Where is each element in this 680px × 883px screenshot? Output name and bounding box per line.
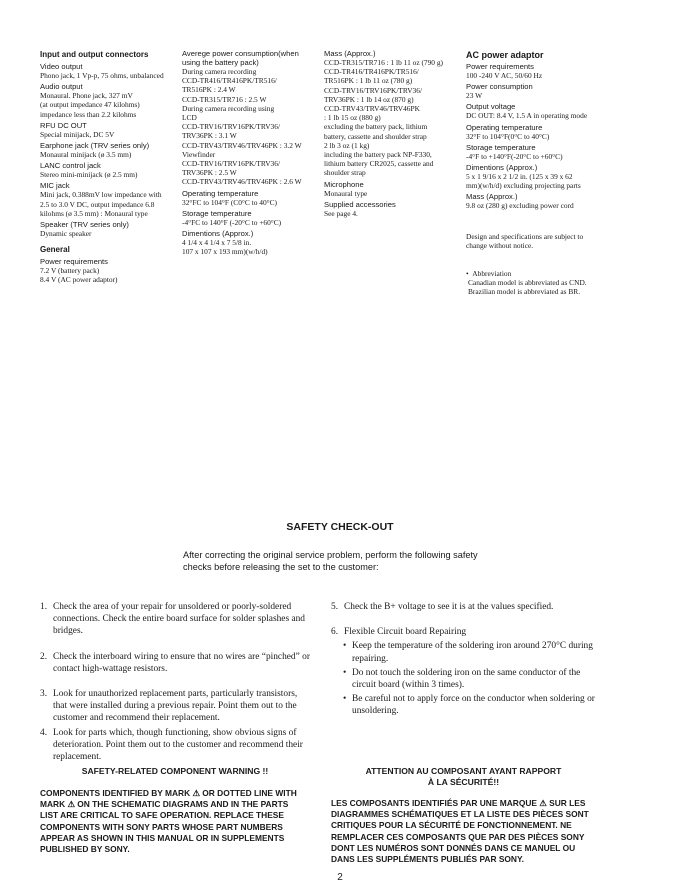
spec-value: -4°FC to 140°F (-20°C to +60°C) [182,217,282,227]
item-text: Look for unauthorized replacement parts, particularly transistors, that were installed during a previous repair. Point them out to the customer and recommend their replacement. [53,689,298,724]
safety-sub-item [331,693,596,717]
spec-value: Phono jack, 1 Vp-p, 75 ohms, unbalanced [40,71,164,80]
safety-item [331,626,596,638]
spec-value: 5 x 1 9/16 x 2 1/2 in. (125 x 39 x 62 mm)(w/h/d) excluding projecting parts [466,172,581,191]
safety-item [40,688,310,725]
safety-sub-item [331,640,596,664]
spec-value: 32°F to 104°F(0°C to 40°C) [466,131,550,141]
safety-list-left [40,601,310,763]
item-text: Check the area of your repair for unsoldered or poorly-soldered connections. Check the entire board surface for solder splashes and bridges. [53,602,305,637]
warning-title-fr: ATTENTION AU COMPOSANT AYANT RAPPORT À LA SÉCURITÉ!! [365,766,562,787]
spec-heading: Averege power consumption(when using the battery pack) [182,49,299,67]
abbreviation-lines: Canadian model is abbreviated as CND. Brazilian model is abbreviated as BR. [468,278,587,297]
item-number: 1. [40,602,48,612]
item-number: 3. [40,689,48,700]
safety-title: SAFETY CHECK-OUT [286,521,394,533]
spec-value: 4 1/4 x 4 1/4 x 7 5/8 in. 107 x 107 x 193 mm)(w/h/d) [182,238,268,257]
spec-column-4 [466,50,626,211]
bullet: • [466,269,473,278]
item-number: 6. [331,627,339,638]
spec-heading: Mass (Approx.) [466,192,518,202]
spec-heading: Operating temperature [182,188,259,198]
page-number: 2 [337,872,343,883]
item-text: Check the interboard wiring to ensure that no wires are “pinched” or contact high-wattage resistors. [53,651,310,674]
safety-list-right [331,601,596,718]
spec-value: 23 W [466,91,483,101]
spec-heading: AC power adaptor [466,50,544,60]
spec-heading: Operating temperature [466,122,543,132]
safety-intro: After correcting the original service problem, perform the following safety checks before releasing the set to the customer: [183,550,478,572]
spec-heading: General [40,245,70,255]
spec-value: 9.8 oz (280 g) excluding power cord [466,201,574,211]
spec-heading: LANC control jack [40,161,101,171]
safety-item [40,651,310,675]
bullet: • [343,694,347,705]
warning-body-en: COMPONENTS IDENTIFIED BY MARK ⚠ OR DOTTED LINE WITH MARK ⚠ ON THE SCHEMATIC DIAGRAMS AND IN THE PARTS LIST ARE CRITICAL TO SAFE OPERATION. REPLACE THESE COMPONENTS WITH SONY PARTS WHOSE PART NUMBERS APPEAR AS SHOWN IN THIS MANUAL OR IN SUPPLEMENTS PUBLISHED BY SONY. [40,788,297,855]
sub-item-text: Be careful not to apply force on the conductor when soldering or unsoldering. [352,694,595,717]
safety-item [331,601,596,613]
item-number: 2. [40,651,48,662]
safety-sub-item [331,667,596,691]
spec-value: DC OUT: 8.4 V, 1.5 A in operating mode [466,111,588,121]
safety-item [40,727,310,764]
spec-value: CCD-TR315/TR716 : 1 lb 11 oz (790 g) CCD-TR416/TR416PK/TR516/ TR516PK : 1 lb 11 oz (780 g) CCD-TRV16/TRV16PK/TRV36/ TRV36PK : 1 lb 14 oz (870 g) CCD-TRV43/TRV46/TRV46PK : 1 lb 15 oz (880 g) excluding the battery pack, lithium battery, cassette and shoulder strap 2 lb 3 oz (1 kg) including the battery pack NP-F330, lithium battery CR2025, cassette and shoulder strap [324,58,443,178]
spec-value: Monaural minijack (ø 3.5 mm) [40,150,132,160]
spec-value: -4°F to +140°F(-20°C to +60°C) [466,151,563,161]
spec-column-3 [324,47,464,218]
spec-value: Special minijack, DC 5V [40,129,115,139]
bullet: • [343,641,347,652]
spec-value: Mini jack, 0.388mV low impedance with 2.5 to 3.0 V DC, output impedance 6.8 kilohms (ø 3.5 mm) : Monaural type [40,190,162,218]
spec-heading: MIC jack [40,181,70,191]
spec-value: 7.2 V (battery pack) 8.4 V (AC power adaptor) [40,266,118,285]
spec-heading: Storage temperature [466,142,536,152]
spec-value: Monaural type [324,188,368,198]
spec-heading: Mass (Approx.) [324,49,376,58]
spec-value: 32°FC to 104°F (C0°C to 40°C) [182,197,277,207]
spec-heading: Storage temperature [182,208,252,218]
spec-heading: Power requirements [40,257,108,267]
spec-heading: Output voltage [466,102,516,112]
spec-heading: RFU DC OUT [40,120,87,130]
spec-value: During camera recording CCD-TR416/TR416PK/TR516/ TR516PK : 2.4 W CCD-TR315/TR716 : 2.5 W During camera recording using LCD CCD-TRV16/TRV16PK/TRV36/ TRV36PK : 3.1 W CCD-TRV43/TRV46/TRV46PK : 3.2 W Viewfinder CCD-TRV16/TRV16PK/TRV36/ TRV36PK : 2.5 W CCD-TRV43/TRV46/TRV46PK : 2.6 W [182,67,302,187]
spec-value: Dynamic speaker [40,229,92,239]
item-text: Check the B+ voltage to see it is at the values specified. [344,602,554,612]
abbreviation-title: Abbreviation [472,269,512,278]
spec-heading: Power requirements [466,62,534,71]
spec-heading: Dimentions (Approx.) [182,229,254,239]
abbreviation-note [466,269,646,297]
spec-value: Monaural. Phone jack, 327 mV (at output impedance 47 kilohms) impedance less than 2.2 kilohms [40,91,140,119]
sub-item-text: Keep the temperature of the soldering iron around 270°C during repairing. [352,641,593,664]
spec-heading: Supplied accessories [324,199,396,209]
spec-heading: Earphone jack (TRV series only) [40,141,150,151]
item-text: Flexible Circuit board Repairing [344,627,467,638]
sub-item-text: Do not touch the soldering iron on the same conductor of the circuit board (within 3 times). [352,667,581,691]
spec-heading: Dimentions (Approx.) [466,163,538,173]
spec-value: Stereo mini-minijack (ø 2.5 mm) [40,170,138,180]
spec-column-1 [40,50,180,285]
item-number: 4. [40,727,48,738]
warning-body-fr: LES COMPOSANTS IDENTIFIÉS PAR UNE MARQUE ⚠ SUR LES DIAGRAMMES SCHÉMATIQUES ET LA LISTE DES PIÈCES SONT CRITIQUES POUR LA SÉCURITÉ DE FONCTIONNEMENT. NE REMPLACER CES COMPOSANTS QUE PAR DES PIÈCES SONY DONT LES NUMÉROS SONT DONNÉS DANS CE MANUEL OU DANS LES SUPPLÉMENTS PUBLIÉS PAR SONY. [331,798,589,865]
spec-column-2 [182,47,322,256]
bullet: • [343,667,347,678]
spec-heading: Speaker (TRV series only) [40,220,129,230]
spec-value: See page 4. [324,208,358,218]
item-number: 5. [331,602,339,612]
spec-heading: Microphone [324,179,364,189]
spec-heading: Input and output connectors [40,50,149,59]
warning-title-en: SAFETY-RELATED COMPONENT WARNING !! [81,766,269,776]
disclaimer: Design and specifications are subject to change without notice. [466,232,584,251]
spec-heading: Video output [40,62,83,71]
spec-heading: Power consumption [466,82,533,92]
safety-item [40,601,310,638]
spec-heading: Audio output [40,82,83,92]
item-text: Look for parts which, though functioning, show obvious signs of deterioration. Point them out to the customer and recommend their replacement. [53,727,303,763]
spec-value: 100 -240 V AC, 50/60 Hz [466,71,543,80]
